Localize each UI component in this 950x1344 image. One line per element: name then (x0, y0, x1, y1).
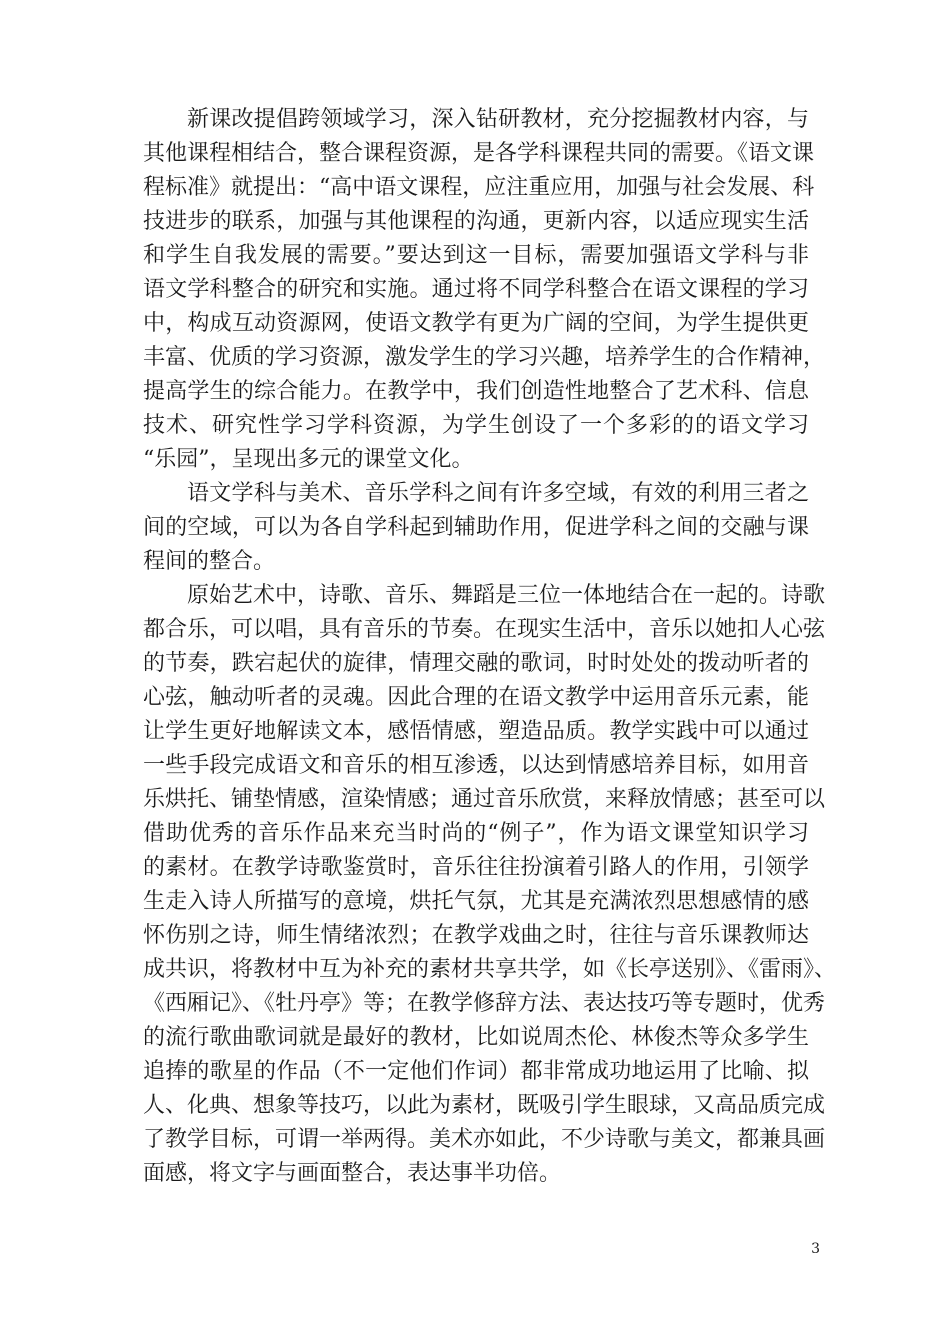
paragraph-line: 都合乐，可以唱，具有音乐的节奏。在现实生活中，音乐以她扣人心弦 (143, 617, 826, 642)
paragraph-line: 生走入诗人所描写的意境，烘托气氛，尤其是充满浓烈思想感情的感 (143, 889, 809, 914)
paragraph-line: 的素材。在教学诗歌鉴赏时，音乐往往扮演着引路人的作用，引领学 (143, 855, 809, 880)
paragraph-line: 了教学目标，可谓一举两得。美术亦如此，不少诗歌与美文，都兼具画 (143, 1127, 826, 1152)
paragraph-line: 间的空域，可以为各自学科起到辅助作用，促进学科之间的交融与课 (143, 515, 809, 540)
paragraph-line: 程标准》就提出：“高中语文课程，应注重应用，加强与社会发展、科 (143, 175, 815, 200)
paragraph-line: 丰富、优质的学习资源，激发学生的学习兴趣，培养学生的合作精神， (143, 345, 826, 370)
paragraph (143, 579, 837, 1191)
paragraph-line: 面感，将文字与画面整合，表达事半功倍。 (143, 1161, 562, 1186)
paragraph-line: 一些手段完成语文和音乐的相互渗透，以达到情感培养目标，如用音 (143, 753, 809, 778)
paragraph-line: 人、化典、想象等技巧，以此为素材，既吸引学生眼球，又高品质完成 (143, 1093, 826, 1118)
paragraph-line: “乐园”，呈现出多元的课堂文化。 (143, 447, 474, 472)
paragraph-line: 程间的整合。 (143, 549, 276, 574)
paragraph-line: 追捧的歌星的作品（不一定他们作词）都非常成功地运用了比喻、拟 (143, 1059, 809, 1084)
page-number: 3 (811, 1241, 820, 1257)
paragraph-line: 借助优秀的音乐作品来充当时尚的“例子”，作为语文课堂知识学习 (143, 821, 809, 846)
paragraph-line: 提高学生的综合能力。在教学中，我们创造性地整合了艺术科、信息 (143, 379, 809, 404)
paragraph-line: 技术、研究性学习学科资源，为学生创设了一个多彩的的语文学习 (143, 413, 809, 438)
paragraph-line: 乐烘托、铺垫情感，渲染情感；通过音乐欣赏，来释放情感；甚至可以 (143, 787, 826, 812)
paragraph-line: 中，构成互动资源网，使语文教学有更为广阔的空间，为学生提供更 (143, 311, 809, 336)
paragraph-line: 其他课程相结合，整合课程资源，是各学科课程共同的需要。《语文课 (143, 141, 815, 166)
paragraph (143, 103, 826, 477)
paragraph-line: 怀伤别之诗，师生情绪浓烈；在教学戏曲之时，往往与音乐课教师达 (143, 923, 809, 948)
paragraph-line: 技进步的联系，加强与其他课程的沟通，更新内容，以适应现实生活 (143, 209, 809, 234)
paragraph-line: 语文学科与美术、音乐学科之间有许多空域，有效的利用三者之 (187, 481, 809, 506)
paragraph-line: 的流行歌曲歌词就是最好的教材，比如说周杰伦、林俊杰等众多学生 (143, 1025, 809, 1050)
paragraph-line: 原始艺术中，诗歌、音乐、舞蹈是三位一体地结合在一起的。诗歌 (187, 583, 826, 608)
paragraph (143, 477, 809, 579)
paragraph-line: 新课改提倡跨领域学习，深入钻研教材，充分挖掘教材内容，与 (187, 107, 809, 132)
paragraph-line: 成共识，将教材中互为补充的素材共享共学，如《长亭送别》、《雷雨》、 (143, 957, 837, 982)
paragraph-line: 的节奏，跌宕起伏的旋律，情理交融的歌词，时时处处的拨动听者的 (143, 651, 809, 676)
document-body (143, 103, 837, 1191)
paragraph-line: 心弦，触动听者的灵魂。因此合理的在语文教学中运用音乐元素，能 (143, 685, 809, 710)
paragraph-line: 语文学科整合的研究和实施。通过将不同学科整合在语文课程的学习 (143, 277, 809, 302)
paragraph-line: 和学生自我发展的需要。”要达到这一目标，需要加强语文学科与非 (143, 243, 809, 268)
paragraph-line: 《西厢记》、《牡丹亭》等；在教学修辞方法、表达技巧等专题时，优秀 (143, 991, 826, 1016)
paragraph-line: 让学生更好地解读文本，感悟情感，塑造品质。教学实践中可以通过 (143, 719, 809, 744)
